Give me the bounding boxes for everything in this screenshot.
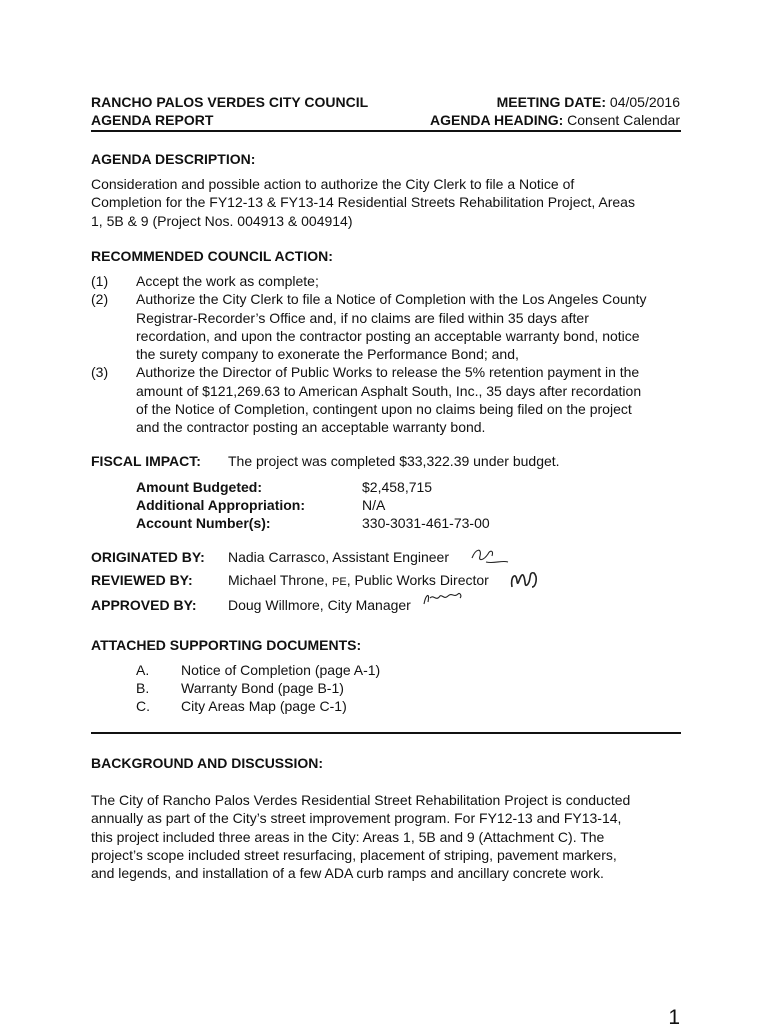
reviewed-by-name: Michael Throne,	[228, 572, 329, 588]
attachment-title: City Areas Map (page C-1)	[181, 698, 347, 714]
description-text	[91, 175, 681, 230]
action-item-text: Accept the work as complete;	[136, 273, 319, 289]
background-heading: BACKGROUND AND DISCUSSION:	[91, 755, 324, 771]
additional-appropriation-value: N/A	[362, 497, 386, 513]
action-item-text: Authorize the City Clerk to file a Notice of Completion with the Los Angeles County Registrar-Recorder’s Office and, if no claims are filed within 35 days after recordation, and upon the contractor posting an acceptable warranty bond, notice the surety company to exonerate the Performance Bond; and,	[136, 291, 647, 363]
action-item	[91, 272, 681, 290]
reviewed-by-title: , Public Works Director	[346, 572, 489, 588]
background-line: The City of Rancho Palos Verdes Residential Street Rehabilitation Project is conducted	[91, 792, 631, 808]
action-item	[91, 363, 681, 436]
approved-by-value: Doug Willmore, City Manager	[228, 597, 411, 613]
description-heading: AGENDA DESCRIPTION:	[91, 151, 256, 167]
originated-by-label: ORIGINATED BY:	[91, 549, 205, 565]
council-name: RANCHO PALOS VERDES CITY COUNCIL	[91, 94, 369, 110]
section-rule	[91, 732, 681, 734]
description-line: 1, 5B & 9 (Project Nos. 004913 & 004914)	[91, 212, 353, 229]
agenda-heading-value: Consent Calendar	[567, 112, 680, 128]
background-line: and legends, and installation of a few ADA curb ramps and ancillary concrete work.	[91, 865, 604, 882]
reviewed-by-credential: PE	[332, 576, 347, 588]
action-heading: RECOMMENDED COUNCIL ACTION:	[91, 248, 333, 264]
attachment-title: Warranty Bond (page B-1)	[181, 680, 344, 696]
originated-by-value: Nadia Carrasco, Assistant Engineer	[228, 549, 449, 565]
agenda-heading-label: AGENDA HEADING:	[429, 112, 564, 128]
action-list	[91, 272, 681, 437]
amount-budgeted-label: Amount Budgeted:	[136, 479, 262, 495]
action-item-number: (3)	[91, 364, 109, 381]
additional-appropriation-label: Additional Appropriation:	[136, 497, 306, 513]
attachment-letter: B.	[136, 680, 150, 696]
manager-signature-icon	[420, 588, 464, 608]
attachment-letter: A.	[136, 662, 150, 678]
action-item-number: (2)	[91, 291, 109, 308]
background-line: annually as part of the City’s street improvement program. For FY12-13 and FY13-14,	[91, 810, 622, 827]
background-text	[91, 791, 681, 882]
amount-budgeted-value: $2,458,715	[362, 479, 433, 495]
attachments-heading: ATTACHED SUPPORTING DOCUMENTS:	[91, 637, 362, 653]
fiscal-impact-label: FISCAL IMPACT:	[91, 453, 201, 469]
approved-by-label: APPROVED BY:	[91, 597, 197, 613]
description-line: Completion for the FY12-13 & FY13-14 Residential Streets Rehabilitation Project, Areas	[91, 194, 635, 211]
account-number-label: Account Number(s):	[136, 515, 271, 531]
description-line: Consideration and possible action to authorize the City Clerk to file a Notice of	[91, 176, 575, 192]
initials-signature-icon	[468, 544, 510, 568]
action-item-text: Authorize the Director of Public Works to release the 5% retention payment in the amount of $121,269.63 to American Asphalt South, Inc., 35 days after recordation of the Notice of Completion, contingent upon no claims being filed on the project and the contractor posting an acceptable warranty bond.	[136, 364, 642, 436]
fiscal-impact-text: The project was completed $33,322.39 under budget.	[228, 453, 560, 469]
meeting-date	[497, 93, 680, 111]
page-number: 1	[668, 1006, 680, 1029]
action-item-number: (1)	[91, 273, 109, 289]
background-line: project’s scope included street resurfacing, placement of striping, pavement markers,	[91, 846, 617, 863]
account-number-value: 330-3031-461-73-00	[362, 515, 490, 531]
header-rule	[91, 130, 681, 132]
meeting-date-label: MEETING DATE:	[496, 94, 607, 110]
director-signature-icon	[508, 565, 540, 593]
report-type: AGENDA REPORT	[91, 112, 214, 128]
attachment-letter: C.	[136, 698, 150, 714]
attachment-title: Notice of Completion (page A-1)	[181, 662, 381, 678]
meeting-date-value: 04/05/2016	[609, 94, 680, 110]
action-item	[91, 290, 681, 363]
agenda-heading	[430, 111, 680, 129]
reviewed-by-label: REVIEWED BY:	[91, 572, 193, 588]
background-line: this project included three areas in the City: Areas 1, 5B and 9 (Attachment C). The	[91, 828, 605, 845]
